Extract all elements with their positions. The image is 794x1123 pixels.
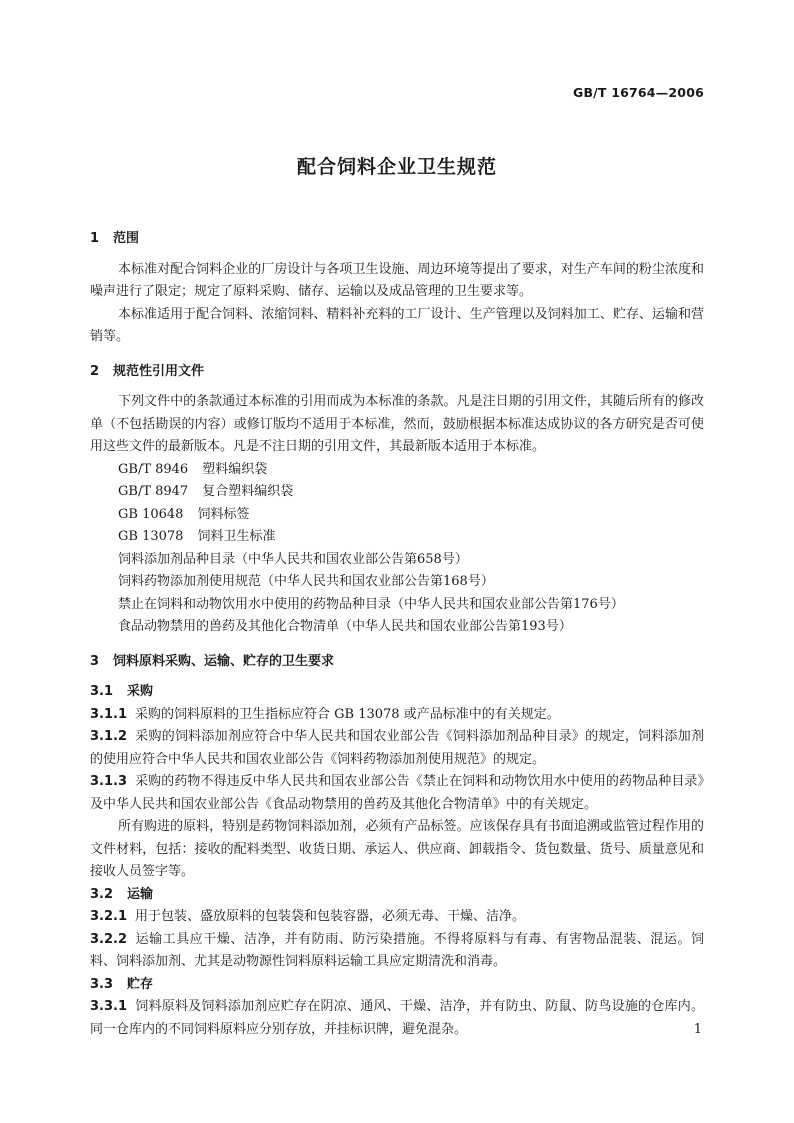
section-title: 饲料原料采购、运输、贮存的卫生要求	[113, 653, 335, 669]
page-number: 1	[693, 1022, 702, 1037]
clause-number: 3.3.1	[90, 999, 128, 1014]
clause-number: 3.1.1	[90, 706, 128, 722]
subsection-number: 3.2	[90, 886, 114, 902]
clause-text: 运输工具应干燥、洁净，并有防雨、防污染措施。不得将原料与有毒、有害物品混装、混运。饲料、饲料添加剂、尤其是动物源性饲料原料运输工具应定期清洗和消毒。	[90, 931, 704, 969]
clause-number: 3.2.2	[90, 931, 128, 947]
reference-item	[90, 481, 704, 504]
reference-code: GB 10648	[118, 506, 184, 522]
reference-code: GB/T 8947	[118, 484, 189, 499]
section-3-heading	[90, 651, 704, 674]
document-title: 配合饲料企业卫生规范	[296, 156, 497, 178]
clause-text: 采购的饲料原料的卫生指标应符合 GB 13078 或产品标准中的有关规定。	[135, 706, 560, 722]
section-number: 1	[90, 231, 100, 246]
subsection-title: 运输	[127, 886, 154, 902]
clause-text: 采购的药物不得违反中华人民共和国农业部公告《禁止在饲料和动物饮用水中使用的药物品种目录》及中华人民共和国农业部公告《食品动物禁用的兽药及其他化合物清单》中的有关规定。	[90, 774, 704, 812]
section-number: 2	[90, 363, 100, 379]
reference-item: 饲料药物添加剂使用规范（中华人民共和国农业部公告第168号）	[118, 574, 494, 589]
section-2-heading	[90, 361, 704, 384]
clause-text: 用于包装、盛放原料的包装袋和包装容器，必须无毒、干燥、洁净。	[135, 909, 526, 924]
clause-3-1-2	[90, 726, 704, 771]
reference-item	[90, 459, 704, 482]
standard-number: GB/T 16764—2006	[572, 85, 704, 100]
subsection-3-3-heading	[90, 974, 704, 997]
document-body	[90, 222, 704, 1041]
reference-name: 塑料编织袋	[202, 461, 268, 477]
paragraph: 本标准对配合饲料企业的厂房设计与各项卫生设施、周边环境等提出了要求，对生产车间的粉尘浓度和噪声进行了限定；规定了原料采购、储存、运输以及成品管理的卫生要求等。	[90, 261, 704, 299]
subsection-3-1-heading	[90, 681, 704, 704]
subsection-number: 3.3	[90, 976, 114, 992]
clause-number: 3.1.2	[90, 729, 128, 744]
clause-3-1-1	[90, 704, 704, 727]
subsection-title: 采购	[127, 684, 154, 699]
reference-code: GB 13078	[118, 529, 184, 544]
section-1-heading	[90, 228, 704, 251]
clause-number: 3.2.1	[90, 909, 128, 924]
subsection-3-2-heading	[90, 884, 704, 907]
reference-item: 食品动物禁用的兽药及其他化合物清单（中华人民共和国农业部公告第193号）	[118, 619, 572, 634]
reference-name: 饲料卫生标准	[197, 529, 276, 544]
clause-text: 采购的饲料添加剂应符合中华人民共和国农业部公告《饲料添加剂品种目录》的规定，饲料添加剂的使用应符合中华人民共和国农业部公告《饲料药物添加剂使用规范》的规定。	[90, 729, 704, 767]
clause-3-1-3	[90, 771, 704, 816]
reference-name: 饲料标签	[197, 506, 250, 522]
reference-name: 复合塑料编织袋	[202, 484, 294, 499]
clause-3-2-1	[90, 906, 704, 929]
subsection-title: 贮存	[127, 976, 154, 992]
clause-3-2-2	[90, 929, 704, 974]
reference-item: 饲料添加剂品种目录（中华人民共和国农业部公告第658号）	[118, 551, 468, 567]
paragraph: 所有购进的原料，特别是药物饲料添加剂，必须有产品标签。应该保存具有书面追溯或监管过程作用的文件材料，包括：接收的配料类型、收货日期、承运人、供应商、卸载指令、货包数量、货号、质量意见和接收人员签字等。	[90, 819, 704, 879]
reference-item	[90, 526, 704, 549]
section-number: 3	[90, 653, 100, 669]
subsection-number: 3.1	[90, 684, 114, 699]
clause-text: 饲料原料及饲料添加剂应贮存在阴凉、通风、干燥、洁净，并有防虫、防鼠、防鸟设施的仓库内。同一仓库内的不同饲料原料应分别存放，并挂标识牌，避免混杂。	[90, 999, 704, 1037]
paragraph: 本标准适用于配合饲料、浓缩饲料、精料补充料的工厂设计、生产管理以及饲料加工、贮存、运输和营销等。	[90, 306, 704, 344]
clause-3-3-1	[90, 996, 704, 1041]
reference-item	[90, 504, 704, 527]
reference-item: 禁止在饲料和动物饮用水中使用的药物品种目录（中华人民共和国农业部公告第176号）	[118, 596, 624, 612]
clause-number: 3.1.3	[90, 774, 128, 789]
reference-code: GB/T 8946	[118, 461, 189, 477]
section-title: 规范性引用文件	[113, 363, 205, 379]
paragraph: 下列文件中的条款通过本标准的引用而成为本标准的条款。凡是注日期的引用文件，其随后所有的修改单（不包括勘误的内容）或修订版均不适用于本标准，然而，鼓励根据本标准达成协议的各方研究是否可使用这些文件的最新版本。凡是不注日期的引用文件，其最新版本适用于本标准。	[90, 394, 704, 454]
section-title: 范围	[113, 231, 140, 246]
